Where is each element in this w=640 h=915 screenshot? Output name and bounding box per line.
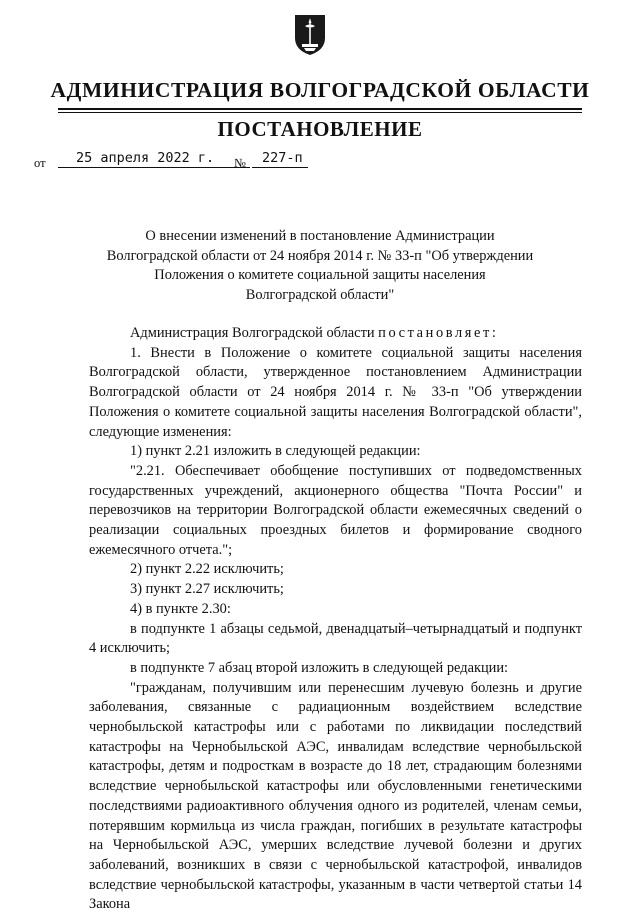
body-paragraph: "гражданам, получившим или перенесшим лучевую болезнь и другие заболевания, связанные с радиационным воздействием вследствие чернобыльской катастрофы или с работами по ликвидации последствий катастрофы на Чернобыльской АЭС, инвалидам вследствие чернобыльской катастрофы, детям и подросткам в возрасте до 18 лет, страдающим болезнями вследствие чернобыльской катастрофы или обусловленными генетическими последствиями радиоактивного облучения одного из родителей, членам семьи, потерявшим кормильца из числа граждан, погибших в результате катастрофы на Чернобыльской АЭС, умерших вследствие лучевой болезни и других заболеваний, возникших в связи с чернобыльской катастрофой, инвалидов вследствие чернобыльской катастрофы, указанным в части четвертой статьи 14 Закона — [89, 679, 582, 913]
number-label: № — [234, 156, 246, 170]
body-paragraph: "2.21. Обеспечивает обобщение поступивших от подведомственных государственных учреждений, акционерного общества "Почта России" и перевозчиков на территории Волгоградской области ежемесячных сведений о реализации социальных проездных билетов и формирование сводного ежемесячного отчета."; — [89, 462, 582, 558]
body-paragraph: в подпункте 1 абзацы седьмой, двенадцатый–четырнадцатый и подпункт 4 исключить; — [89, 620, 582, 657]
number-value: 227-п — [252, 150, 308, 168]
organization-title: АДМИНИСТРАЦИЯ ВОЛГОГРАДСКОЙ ОБЛАСТИ — [50, 78, 590, 102]
body-paragraph: 3) пункт 2.27 исключить; — [130, 581, 284, 598]
body-paragraph: 1) пункт 2.21 изложить в следующей редакции: — [130, 443, 421, 460]
subject-line: Волгоградской области от 24 ноября 2014 г. № 33-п "Об утверждении — [106, 247, 534, 264]
date-label: от — [34, 156, 46, 170]
date-number-line — [34, 150, 334, 172]
intro-paragraph — [89, 324, 582, 344]
intro-resolves: постановляет: — [378, 325, 499, 341]
body-paragraph: в подпункте 7 абзац второй изложить в следующей редакции: — [130, 659, 509, 676]
subject-line: О внесении изменений в постановление Администрации — [145, 228, 495, 244]
subject-line: Волгоградской области" — [245, 286, 395, 303]
document-body — [89, 324, 582, 915]
document-type-title: ПОСТАНОВЛЕНИЕ — [217, 117, 423, 141]
intro-prefix: Администрация Волгоградской области — [130, 325, 375, 341]
coat-of-arms-icon — [294, 14, 326, 56]
body-paragraph: 2) пункт 2.22 исключить; — [130, 561, 284, 578]
body-paragraph: 1. Внести в Положение о комитете социальной защиты населения Волгоградской области, утвержденное постановлением Администрации Волгоградской области от 24 ноября 2014 г. № 33-п "Об утверждении Положения о комитете социальной защиты населения Волгоградской области", следующие изменения: — [89, 344, 582, 440]
date-value: 25 апреля 2022 г. — [58, 150, 250, 168]
header-rule-thin — [58, 112, 582, 113]
body-paragraph: 4) в пункте 2.30: — [130, 600, 231, 617]
header-rule-thick — [58, 108, 582, 110]
subject-line: Положения о комитете социальной защиты населения — [154, 267, 486, 284]
document-subject — [88, 227, 552, 305]
